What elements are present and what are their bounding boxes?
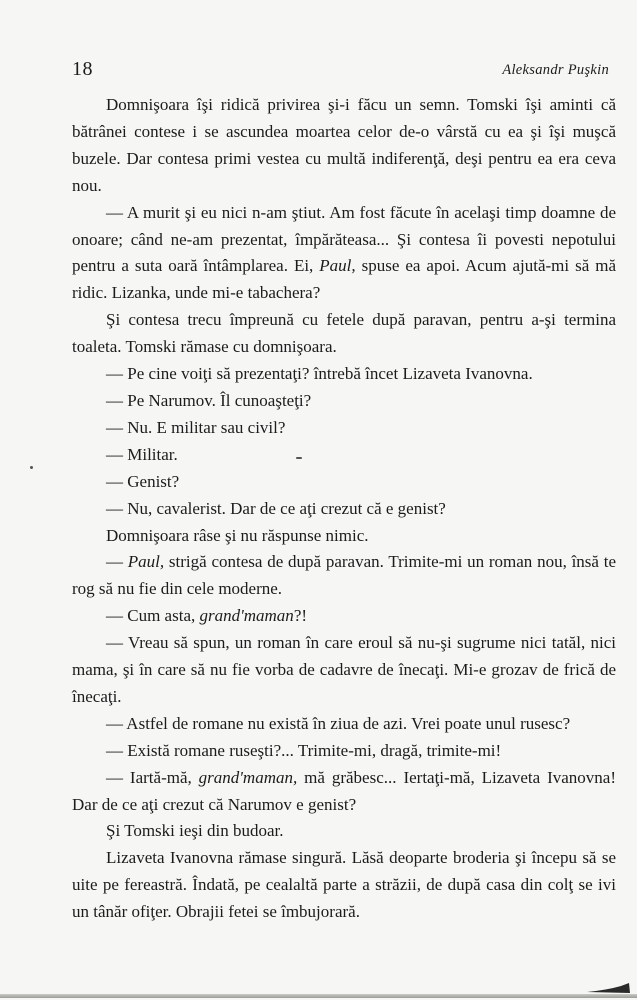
- paragraph: [72, 738, 616, 765]
- paragraph: [72, 845, 616, 926]
- paragraph: [72, 523, 616, 550]
- paragraph: [72, 361, 616, 388]
- text-run: — Nu, cavalerist. Dar de ce aţi crezut că e genist?: [106, 498, 446, 518]
- italic-run: Paul,: [127, 552, 165, 572]
- paragraph: [72, 388, 616, 415]
- text-run: — Pe cine voiţi să prezentaţi? întrebă încet Lizaveta Ivanovna.: [106, 364, 533, 384]
- text-run: — Astfel de romane nu există în ziua de azi. Vrei poate unul rusesc?: [106, 713, 571, 733]
- text-run: — Pe Narumov. Îl cunoaşteţi?: [106, 390, 312, 410]
- text-run: Şi contesa trecu împreună cu fetele după paravan, pentru a-şi termina toaleta. Tomski rămase cu domnişoara.: [72, 310, 616, 357]
- italic-run: grand'maman,: [198, 767, 298, 787]
- text-body: [72, 92, 616, 926]
- text-run: —: [106, 552, 128, 572]
- paragraph: [72, 630, 616, 711]
- text-run: Domnişoara râse şi nu răspunse nimic.: [106, 525, 369, 545]
- text-run: Domnişoara îşi ridică privirea şi-i făcu un semn. Tomski îşi aminti că bătrânei contese i se ascundea moartea celor de-o vârstă cu ea şi îşi muşcă buzele. Dar contesa primi vestea cu multă indiferenţă, deşi pentru ea era ceva nou.: [72, 95, 616, 195]
- italic-run: grand'maman: [199, 606, 294, 626]
- paragraph: [72, 818, 616, 845]
- text-run: — Nu. E militar sau civil?: [106, 417, 286, 437]
- running-head: Aleksandr Puşkin: [502, 62, 609, 78]
- paragraph: [72, 415, 616, 442]
- paragraph: [72, 442, 616, 469]
- page-number: 18: [72, 58, 93, 80]
- text-run: — Există romane ruseşti?... Trimite-mi, dragă, trimite-mi!: [106, 740, 502, 760]
- paragraph: [72, 603, 616, 630]
- text-run: ?!: [293, 606, 308, 626]
- text-run: Lizaveta Ivanovna rămase singură. Lăsă deoparte broderia şi începu să se uite pe fereastră. Îndată, pe cealaltă parte a străzii, de după casa din colţ se ivi un tânăr ofiţer. Obrajii fetei se îmbujorară.: [72, 848, 616, 922]
- page-curl-icon: [587, 982, 633, 994]
- paragraph: [72, 200, 616, 308]
- text-run: mă grăbesc... Iertaţi-mă, Lizaveta Ivanovna! Dar de ce aţi crezut că Narumov e genist?: [72, 767, 616, 814]
- text-run: — A murit şi eu nici n-am ştiut. Am fost făcute în acelaşi timp doamne de onoare; când ne-am prezentat, împărăteasa... Şi contesa îi povesti nepotului pentru a suta oară întâmplarea. Ei,: [72, 202, 616, 276]
- stray-ink-mark: [296, 457, 302, 459]
- text-run: — Vreau să spun, un roman în care eroul să nu-şi sugrume nici tatăl, nici mama, şi în care să nu fie vorba de cadavre de înecaţi. Mi-e grozav de frică de înecaţi.: [72, 633, 616, 706]
- text-run: spuse ea apoi. Acum ajută-mi să mă ridic. Lizanka, unde mi-e tabachera?: [72, 256, 616, 303]
- paragraph: [72, 92, 616, 200]
- paragraph: [72, 469, 616, 496]
- text-run: — Cum asta,: [106, 606, 200, 626]
- text-run: — Genist?: [106, 471, 180, 491]
- italic-run: Paul,: [319, 256, 356, 276]
- text-run: Şi Tomski ieşi din budoar.: [106, 821, 284, 841]
- paragraph: [72, 496, 616, 523]
- text-run: strigă contesa de după paravan. Trimite-mi un roman nou, însă te rog să nu fie din cele moderne.: [72, 552, 617, 599]
- page-bottom-edge: [0, 994, 637, 998]
- paragraph: [72, 307, 616, 361]
- paragraph: [72, 549, 616, 603]
- paragraph: [72, 711, 616, 738]
- text-run: — Iartă-mă,: [106, 767, 199, 787]
- page-header: [72, 58, 609, 82]
- text-run: — Militar.: [106, 444, 178, 464]
- stray-ink-mark: [30, 466, 33, 469]
- paragraph: [72, 765, 616, 819]
